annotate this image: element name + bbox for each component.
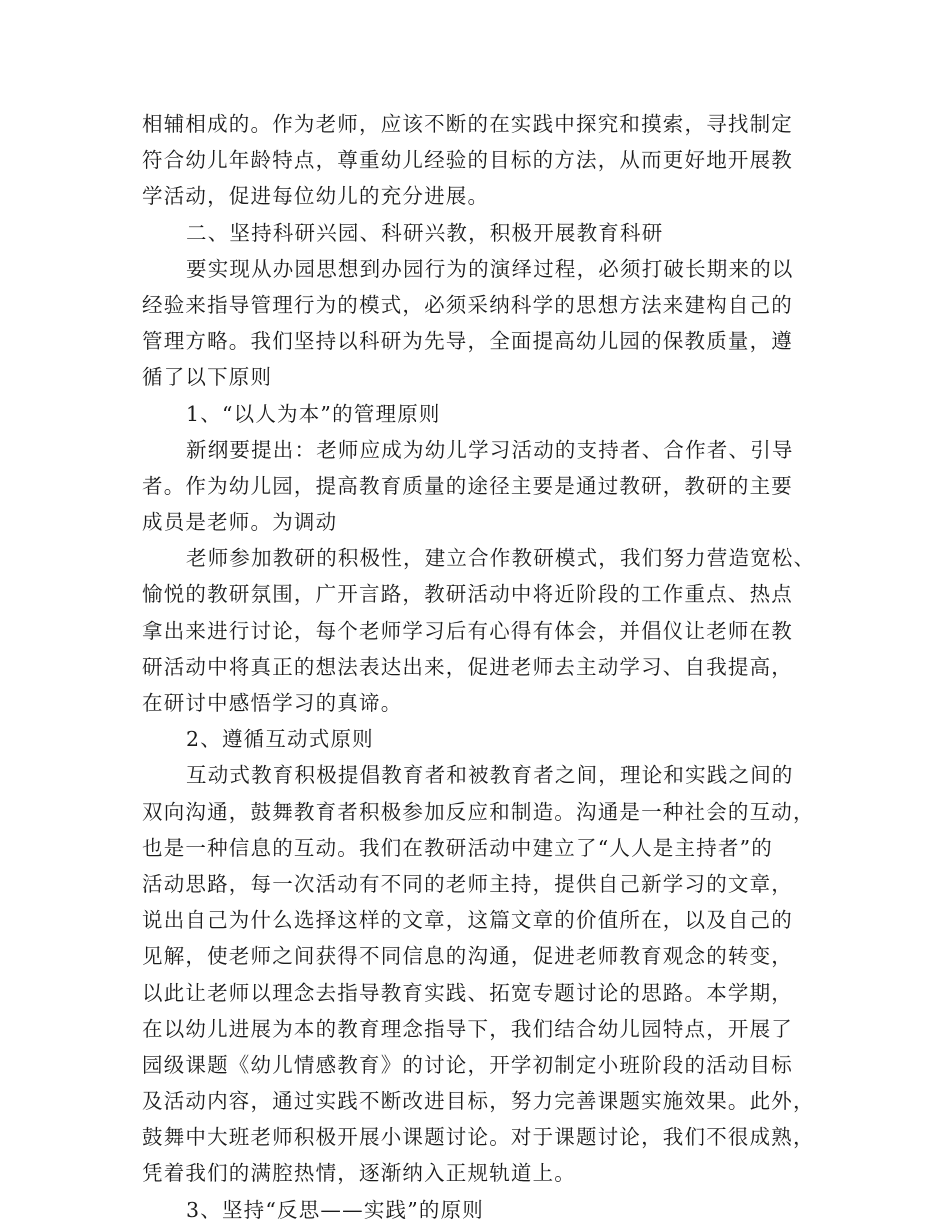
body-text bbox=[142, 106, 822, 1228]
text-line: 要实现从办园思想到办园行为的演绎过程，必须打破长期来的以 bbox=[186, 256, 794, 281]
text-line: 园级课题《幼儿情感教育》的讨论，开学初制定小班阶段的活动目标 bbox=[142, 1052, 793, 1077]
text-line: 见解，使老师之间获得不同信息的沟通，促进老师教育观念的转变， bbox=[142, 944, 793, 969]
text-line: 老师参加教研的积极性，建立合作教研模式，我们努力营造宽松、 bbox=[186, 546, 816, 571]
text-line: 拿出来进行讨论，每个老师学习后有心得有体会，并倡仪让老师在教 bbox=[142, 618, 793, 643]
text-line: 活动思路，每一次活动有不同的老师主持，提供自己新学习的文章， bbox=[142, 871, 793, 896]
text-line: 也是一种信息的互动。我们在教研活动中建立了“人人是主持者”的 bbox=[142, 835, 773, 860]
text-line: 成员是老师。为调动 bbox=[142, 510, 338, 535]
text-line: 循了以下原则 bbox=[142, 365, 273, 390]
text-line: 管理方略。我们坚持以科研为先导，全面提高幼儿园的保教质量，遵 bbox=[142, 329, 793, 354]
text-line: 及活动内容，通过实践不断改进目标，努力完善课题实施效果。此外， bbox=[142, 1089, 815, 1114]
text-line: 说出自己为什么选择这样的文章，这篇文章的价值所在，以及自己的 bbox=[142, 908, 793, 933]
text-line: 相辅相成的。作为老师，应该不断的在实践中探究和摸索，寻找制定 bbox=[142, 112, 793, 136]
text-line: 以此让老师以理念去指导教育实践、拓宽专题讨论的思路。本学期， bbox=[142, 980, 793, 1005]
text-line: 3、坚持“反思——实践”的原则 bbox=[186, 1197, 485, 1222]
text-line: 在以幼儿进展为本的教育理念指导下，我们结合幼儿园特点，开展了 bbox=[142, 1016, 793, 1041]
text-line: 新纲要提出：老师应成为幼儿学习活动的支持者、合作者、引导 bbox=[186, 437, 794, 462]
text-line: 符合幼儿年龄特点，尊重幼儿经验的目标的方法，从而更好地开展教 bbox=[142, 148, 793, 173]
text-line: 在研讨中感悟学习的真谛。 bbox=[142, 691, 403, 715]
text-line: 互动式教育积极提倡教育者和被教育者之间，理论和实践之间的 bbox=[186, 763, 794, 788]
text-line: 鼓舞中大班老师积极开展小课题讨论。对于课题讨论，我们不很成熟， bbox=[142, 1125, 815, 1150]
text-line: 2、遵循互动式原则 bbox=[186, 727, 374, 752]
text-line: 愉悦的教研氛围，广开言路，教研活动中将近阶段的工作重点、热点 bbox=[142, 582, 793, 607]
text-line: 双向沟通，鼓舞教育者积极参加反应和制造。沟通是一种社会的互动， bbox=[142, 799, 815, 824]
text-line: 学活动，促进每位幼儿的充分进展。 bbox=[142, 184, 490, 209]
text-line: 研活动中将真正的想法表达出来，促进老师去主动学习、自我提高， bbox=[142, 654, 793, 679]
text-line: 经验来指导管理行为的模式，必须采纳科学的思想方法来建构自己的 bbox=[142, 292, 793, 317]
text-line: 者。作为幼儿园，提高教育质量的途径主要是通过教研，教研的主要 bbox=[142, 473, 793, 498]
text-line: 二、坚持科研兴园、科研兴教，积极开展教育科研 bbox=[186, 220, 664, 245]
text-line: 凭着我们的满腔热情，逐渐纳入正规轨道上。 bbox=[142, 1161, 576, 1186]
text-line: 1、“以人为本”的管理原则 bbox=[186, 401, 441, 426]
